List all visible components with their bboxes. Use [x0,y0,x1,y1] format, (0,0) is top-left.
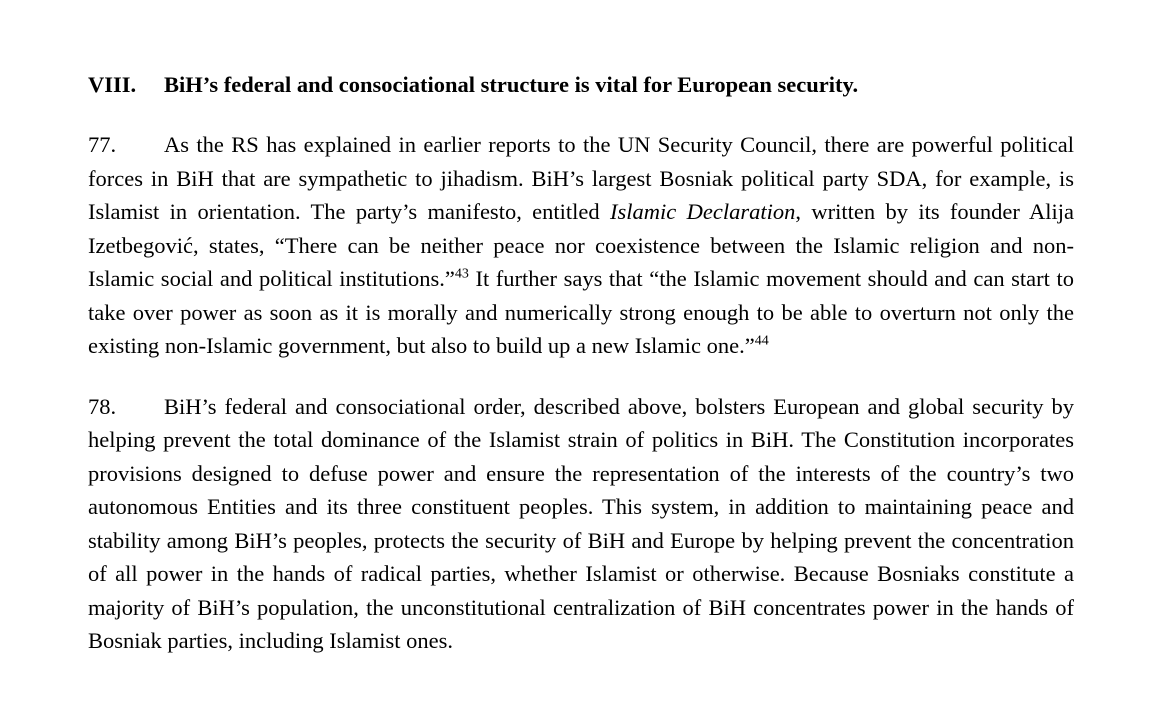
italic-title: Islamic Declaration [610,199,796,224]
section-heading [88,68,1074,101]
paragraph-text: , written by its founder Alija Izetbegović, states, “There can be neither peace nor coexistence between the Islamic religion and non-Islamic social and political institutions.” [88,199,1075,291]
paragraph-78 [88,390,1074,658]
section-title: BiH’s federal and consociational structure is vital for European security. [164,72,859,97]
paragraph-number: 78. [88,393,117,419]
paragraph-text: BiH’s federal and consociational order, described above, bolsters European and global security by helping prevent the total dominance of the Islamist strain of politics in BiH. The Constitution incorporates provisions designed to defuse power and ensure the representation of the interests of the country’s two autonomous Entities and its three constituent peoples. This system, in addition to maintaining peace and stability among BiH’s peoples, protects the security of BiH and Europe by helping prevent the concentration of all power in the hands of radical parties, whether Islamist or otherwise. Because Bosniaks constitute a majority of BiH’s population, the unconstitutional centralization of BiH concentrates power in the hands of Bosniak parties, including Islamist ones. [88,393,1074,653]
paragraph-text: As the RS has explained in earlier reports to the UN Security Council, there are powerful political forces in BiH that are sympathetic to jihadism. BiH’s largest Bosniak political party SDA, for example, is Islamist in orientation. The party’s manifesto, entitled [88,132,1074,224]
paragraph-text: It further says that “the Islamic movement should and can start to take over power as soon as it is morally and numerically strong enough to be able to overturn not only the existing non-Islamic government, but also to build up a new Islamic one.” [88,266,1074,358]
footnote-ref-43[interactable]: 43 [454,266,469,282]
paragraph-77 [88,128,1074,363]
section-number: VIII. [88,72,137,97]
footnote-ref-44[interactable]: 44 [754,333,769,349]
document-page [88,68,1074,658]
paragraph-number: 77. [88,132,117,157]
